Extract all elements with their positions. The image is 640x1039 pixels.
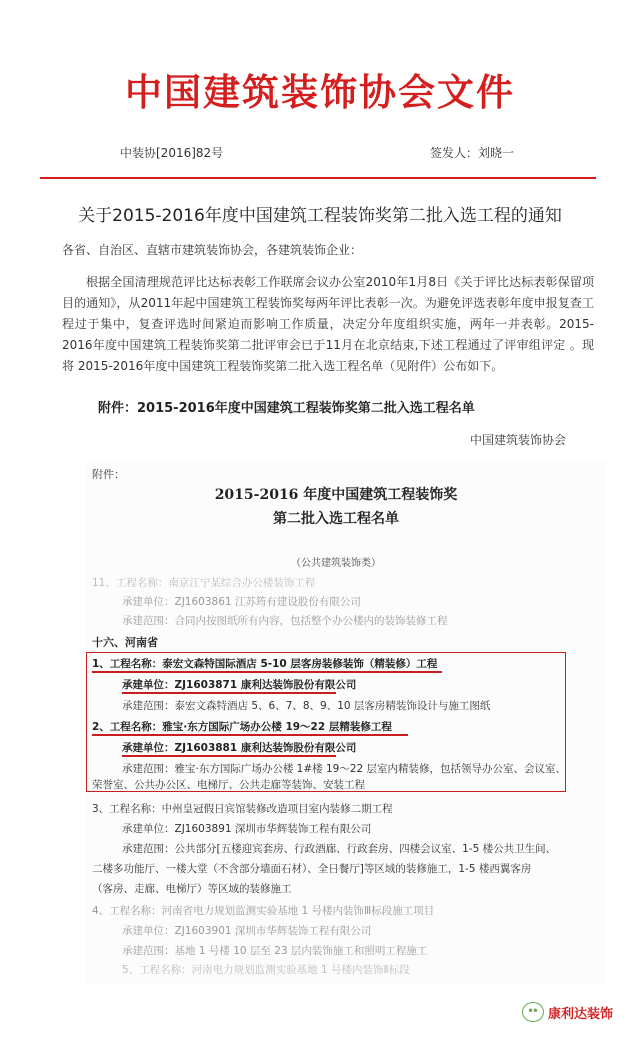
wechat-watermark bbox=[522, 1002, 613, 1022]
entry3-unit: 承建单位：ZJ1603891 深圳市华辉装饰工程有限公司 bbox=[122, 823, 372, 835]
addressee: 各省、自治区、直辖市建筑装饰协会，各建筑装饰企业： bbox=[62, 243, 363, 257]
entry3-scope2: 二楼多功能厅、一楼大堂（不含部分墙面石材）、全日餐厅]等区域的装修施工，1-5 楼西翼客房 bbox=[92, 863, 532, 875]
scan-label: 附件： bbox=[92, 468, 125, 481]
entry2-scope2: 荣誉室、公共办公区、电梯厅、公共走廊等装饰、安装工程 bbox=[92, 779, 365, 791]
signature: 中国建筑装饰协会 bbox=[470, 433, 567, 447]
header-divider bbox=[40, 177, 596, 179]
document-number: 中装协[2016]82号 bbox=[120, 146, 224, 160]
body-paragraph: 根据全国清理规范评比达标表彰工作联席会议办公室2010年1月8日《关于评比达标表彰保留项目的通知》，从2011年起中国建筑工程装饰奖每两年评比表彰一次。为避免评选表彰年度申报复查工程过于集中，复查评选时间紧迫而影响工作质量，决定分年度组织实施，两年一并表彰。2015-2016年度中国建筑工程装饰奖第二批评审会已于11月在北京结束,下述工程通过了评审组评定 。现将 2015-2016年度中国建筑工程装饰奖第二批入选工程名单（见附件）公布如下。 bbox=[62, 275, 594, 373]
wechat-icon: ꔷꔷ bbox=[522, 1002, 544, 1022]
prev-entry-scope: 承建范围：合同内按图纸所有内容，包括整个办公楼内的装饰装修工程 bbox=[122, 615, 448, 627]
entry4-scope: 承建范围：基地 1 号楼 10 层至 23 层内装饰施工和照明工程施工 bbox=[122, 945, 428, 957]
watermark-text: 康利达装饰 bbox=[548, 1006, 614, 1022]
entry3-name: 3、工程名称：中州皇冠假日宾馆装修改造项目室内装修二期工程 bbox=[92, 803, 393, 815]
entry3-scope3: （客房、走廊、电梯厅）等区域的装修施工 bbox=[92, 883, 292, 895]
entry4-name: 4、工程名称：河南省电力规划监测实验基地 1 号楼内装饰Ⅲ标段施工项目 bbox=[92, 905, 435, 917]
prev-entry-unit: 承建单位：ZJ1603861 江苏筠有建设股份有限公司 bbox=[122, 596, 361, 608]
notice-title: 关于2015-2016年度中国建筑工程装饰奖第二批入选工程的通知 bbox=[78, 206, 562, 226]
entry2-scope1: 承建范围：雅宝·东方国际广场办公楼 1#楼 19～22 层室内精装修，包括领导办公室、会议室、 bbox=[122, 763, 567, 775]
entry1-name: 1、工程名称：泰宏文森特国际酒店 5-10 层客房装修装饰（精装修）工程 bbox=[92, 658, 438, 670]
entry1-unit-underline bbox=[122, 692, 336, 694]
province-heading: 十六、河南省 bbox=[92, 636, 158, 649]
entry4-unit: 承建单位：ZJ1603901 深圳市华辉装饰工程有限公司 bbox=[122, 925, 372, 937]
entry2-name: 2、工程名称：雅宝·东方国际广场办公楼 19～22 层精装修工程 bbox=[92, 721, 392, 733]
entry2-name-underline bbox=[92, 734, 408, 736]
entry1-unit: 承建单位：ZJ1603871 康利达装饰股份有限公司 bbox=[122, 679, 357, 691]
entry1-scope: 承建范围：泰宏文森特酒店 5、6、7、8、9、10 层客房精装饰设计与施工图纸 bbox=[122, 700, 491, 712]
prev-entry-name: 11、工程名称：南京江宁某综合办公楼装饰工程 bbox=[92, 577, 316, 589]
entry5-cut-line: 5、工程名称：河南电力规划监测实验基地 1 号楼内装饰Ⅱ标段 bbox=[122, 964, 410, 976]
attachment-heading: 附件：2015-2016年度中国建筑工程装饰奖第二批入选工程名单 bbox=[98, 401, 475, 416]
issuer: 签发人：刘晓一 bbox=[430, 146, 515, 160]
scan-title-line2: 第二批入选工程名单 bbox=[273, 511, 399, 527]
entry2-unit-underline bbox=[122, 755, 336, 757]
entry2-unit: 承建单位：ZJ1603881 康利达装饰股份有限公司 bbox=[122, 742, 357, 754]
document-header-title: 中国建筑装饰协会文件 bbox=[125, 70, 515, 114]
entry1-name-underline bbox=[92, 671, 442, 673]
scan-title-line1: 2015-2016 年度中国建筑工程装饰奖 bbox=[214, 487, 458, 503]
entry3-scope1: 承建范围：公共部分[五楼迎宾套房、行政酒廊、行政套房、四楼会议室、1-5 楼公共卫生间、 bbox=[122, 843, 557, 855]
scan-category: （公共建筑装饰类） bbox=[291, 558, 381, 569]
